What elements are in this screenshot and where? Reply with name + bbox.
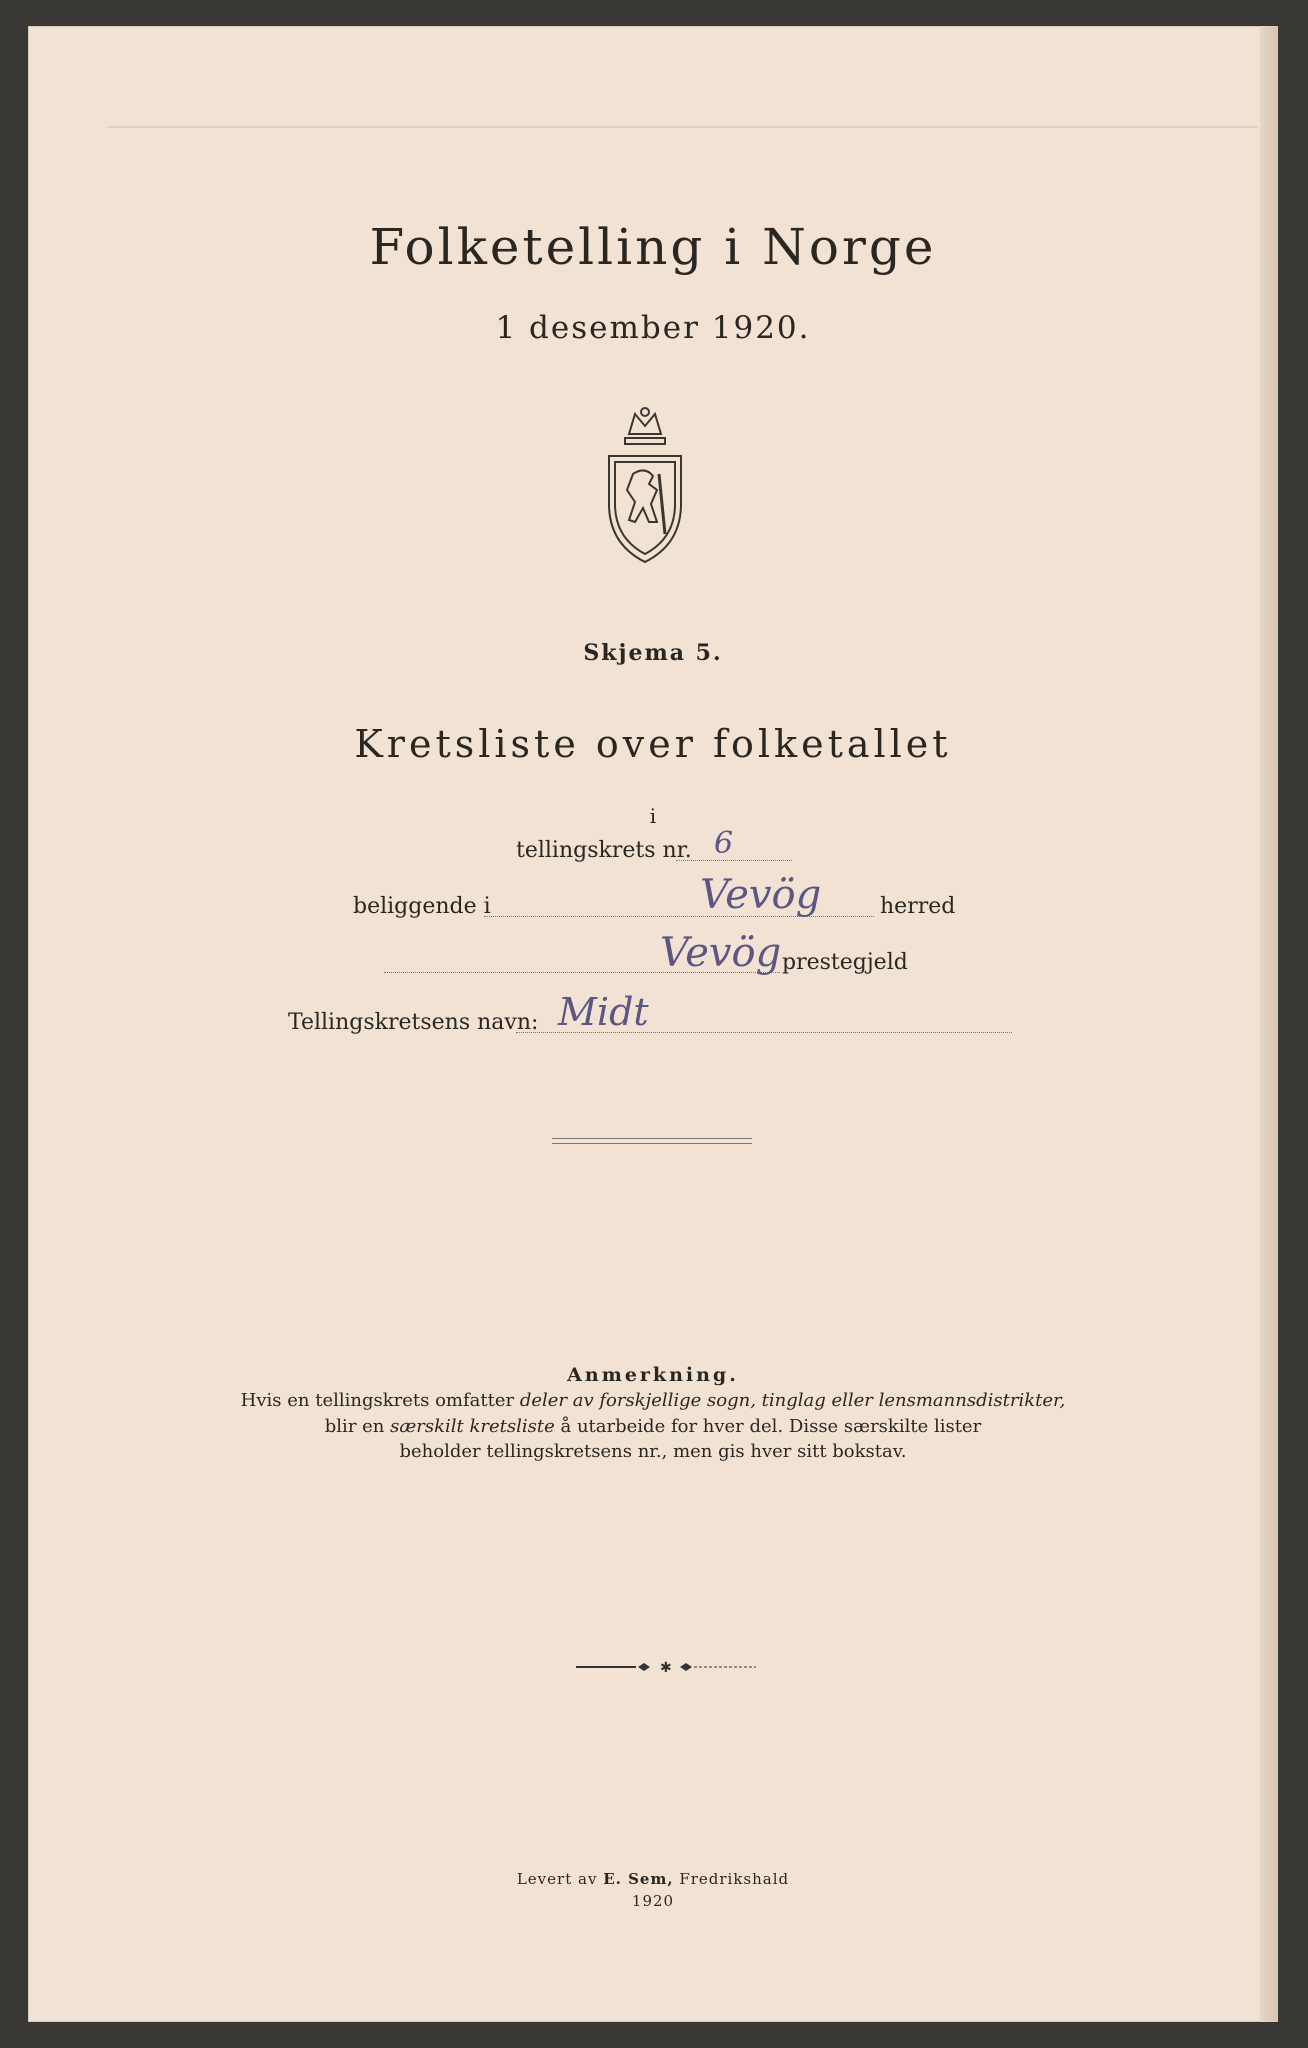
note-line-1 [28,1390,1278,1411]
ornament-divider-icon [576,1660,756,1674]
printer-name: E. Sem, [603,1870,674,1888]
municipality-suffix: herred [880,894,956,919]
printer-line [28,1870,1278,1888]
census-form-page [28,26,1278,2022]
connector-word: i [649,804,657,828]
note-line-2-italic: særskilt kretsliste [390,1416,555,1437]
schema-label: Skjema 5. [583,640,723,666]
note-title: Anmerkning. [567,1364,739,1386]
form-heading: Kretsliste over folketallet [354,722,952,766]
note-line-1-italic: deler av forskjellige sogn, tinglag eller lensmannsdistrikter, [519,1390,1066,1411]
separator-rule [552,1138,752,1144]
note-line-2-text-a: blir en [324,1416,391,1437]
form-title: Folketelling i Norge [369,218,937,276]
printer-city: Fredrikshald [673,1870,790,1888]
district-number-line [676,860,792,861]
district-number-value: 6 [714,826,734,861]
svg-text:✱: ✱ [660,1660,672,1674]
district-number-label: tellingskrets nr. [516,838,692,863]
municipality-label: beliggende i [353,894,491,919]
note-line-1-text: Hvis en tellingskrets omfatter [240,1390,520,1411]
printer-prefix: Levert av [516,1870,604,1888]
district-name-value: Midt [558,990,649,1034]
note-line-3: beholder tellingskretsens nr., men gis hver sitt bokstav. [399,1441,907,1462]
district-name-label: Tellingskretsens navn: [288,1010,539,1035]
norway-coat-of-arms-icon [595,404,695,566]
form-date: 1 desember 1920. [495,310,811,346]
note-line-2-text-c: å utarbeide for hver del. Disse særskilte lister [554,1416,982,1437]
printer-year: 1920 [631,1892,675,1910]
parish-suffix: prestegjeld [782,950,908,975]
parish-value: Vevög [660,930,782,976]
note-line-2 [28,1416,1278,1437]
municipality-value: Vevög [700,872,822,918]
